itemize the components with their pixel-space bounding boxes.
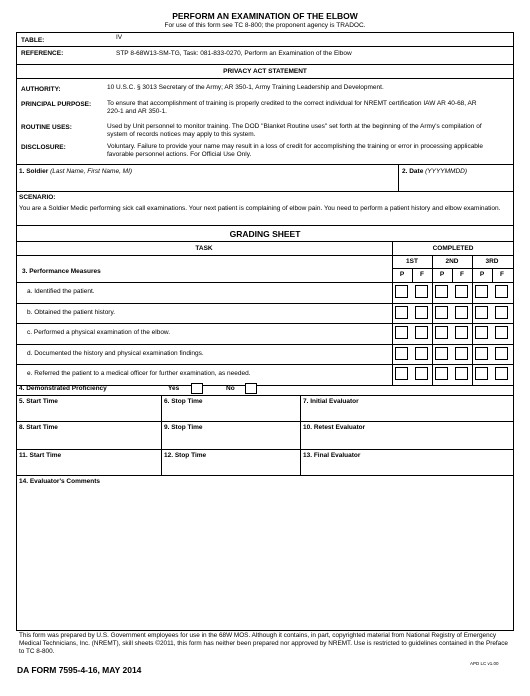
form-subtitle: For use of this form see TC 8-800; the proponent agency is TRADOC. (164, 22, 366, 29)
pass-checkbox[interactable] (475, 347, 488, 360)
routine-uses-text: Used by Unit personnel to monitor training. The DOD "Blanket Routine uses" set forth at the beginning of the Army's compilation of system of records notices may apply to this system. (107, 123, 482, 139)
start-time-input[interactable] (19, 433, 158, 444)
attempt-header: 2ND (445, 258, 459, 265)
start-time-label: 11. Start Time (19, 452, 62, 459)
fail-checkbox[interactable] (415, 326, 428, 339)
principal-purpose-label: PRINCIPAL PURPOSE: (21, 101, 92, 108)
pass-checkbox[interactable] (475, 367, 488, 380)
fail-checkbox[interactable] (415, 306, 428, 319)
stop-time-input[interactable] (164, 461, 297, 472)
pass-checkbox[interactable] (435, 285, 448, 298)
proficiency-no-label: No (226, 385, 235, 392)
pass-checkbox[interactable] (395, 285, 408, 298)
evaluator-label: 7. Initial Evaluator (303, 398, 359, 405)
start-time-input[interactable] (19, 407, 158, 418)
grading-sheet-heading: GRADING SHEET (229, 229, 301, 239)
proficiency-no-checkbox[interactable] (245, 383, 257, 394)
fail-checkbox[interactable] (415, 285, 428, 298)
comments-label: 14. Evaluator's Comments (19, 478, 101, 485)
start-time-input[interactable] (19, 461, 158, 472)
pass-checkbox[interactable] (475, 326, 488, 339)
stop-time-label: 9. Stop Time (164, 424, 203, 431)
comments-input[interactable] (19, 488, 509, 626)
fail-checkbox[interactable] (495, 347, 508, 360)
reference-value: STP 8-68W13-SM-TG, Task: 081-833-0270, Perform an Examination of the Elbow (116, 50, 352, 57)
pass-checkbox[interactable] (435, 367, 448, 380)
disclosure-text: Voluntary. Failure to provide your name may result in a loss of credit for accomplishing the training or error in processing applicable favorable personnel actions. For Official Use Only. (107, 143, 483, 159)
fail-checkbox[interactable] (415, 367, 428, 380)
proficiency-label: 4. Demonstrated Proficiency (19, 385, 107, 392)
pass-column-header: P (399, 271, 405, 278)
form-id: DA FORM 7595-4-16, MAY 2014 (17, 665, 142, 675)
fail-checkbox[interactable] (455, 326, 468, 339)
performance-measures-label: 3. Performance Measures (22, 268, 101, 275)
fail-column-header: F (420, 271, 424, 278)
fail-checkbox[interactable] (455, 285, 468, 298)
stop-time-input[interactable] (164, 407, 297, 418)
footer-notice: This form was prepared by U.S. Government employees for use in the 68W MOS. Although it contains, in part, copyrighted material from National Registry of Emergency Medical Technicians, Inc. (NREMT), skill sheets ©2011, this form has neither been prepared nor approved by NREMT. Use is restricted to guidelines contained in the Preface to TC 8-800. (19, 632, 508, 655)
table-label: TABLE: (21, 37, 45, 44)
completed-header: COMPLETED (432, 245, 474, 252)
date-input[interactable] (402, 177, 510, 189)
stop-time-label: 12. Stop Time (164, 452, 207, 459)
performance-measure: b. Obtained the patient history. (27, 308, 116, 316)
evaluator-input[interactable] (303, 461, 511, 472)
fail-checkbox[interactable] (495, 306, 508, 319)
fail-checkbox[interactable] (455, 347, 468, 360)
pass-checkbox[interactable] (395, 347, 408, 360)
privacy-heading: PRIVACY ACT STATEMENT (223, 68, 307, 75)
authority-label: AUTHORITY: (21, 86, 61, 93)
fail-column-header: F (500, 271, 504, 278)
attempt-header: 1ST (406, 258, 418, 265)
pass-checkbox[interactable] (395, 367, 408, 380)
authority-text: 10 U.S.C. § 3013 Secretary of the Army; AR 350-1, Army Training Leadership and Development. (107, 84, 384, 91)
form-title: PERFORM AN EXAMINATION OF THE ELBOW (172, 11, 358, 21)
pass-column-header: P (479, 271, 485, 278)
table-value: IV (116, 34, 123, 41)
task-header: TASK (195, 245, 213, 252)
soldier-label: 1. Soldier (Last Name, First Name, MI) (19, 168, 133, 175)
pass-checkbox[interactable] (435, 347, 448, 360)
evaluator-input[interactable] (303, 433, 511, 444)
principal-purpose-text: To ensure that accomplishment of training is properly credited to the correct individual for NREMT certification IAW AR 40-68, AR 220-1 and AR 350-1. (107, 100, 477, 116)
evaluator-label: 10. Retest Evaluator (303, 424, 366, 431)
performance-measure: e. Referred the patient to a medical officer for further examination, as needed. (27, 370, 251, 378)
stop-time-input[interactable] (164, 433, 297, 444)
evaluator-input[interactable] (303, 407, 511, 418)
pass-checkbox[interactable] (475, 285, 488, 298)
fail-checkbox[interactable] (495, 285, 508, 298)
reference-label: REFERENCE: (21, 50, 64, 57)
fail-checkbox[interactable] (495, 367, 508, 380)
proficiency-yes-label: Yes (168, 385, 180, 392)
pass-checkbox[interactable] (435, 326, 448, 339)
soldier-name-input[interactable] (19, 177, 395, 189)
pass-checkbox[interactable] (395, 326, 408, 339)
date-label: 2. Date (YYYYMMDD) (402, 168, 468, 175)
fail-checkbox[interactable] (495, 326, 508, 339)
fail-checkbox[interactable] (415, 347, 428, 360)
routine-uses-label: ROUTINE USES: (21, 124, 72, 131)
performance-measure: d. Documented the history and physical examination findings. (27, 349, 204, 357)
performance-measure: a. Identified the patient. (27, 288, 95, 295)
fail-column-header: F (460, 271, 464, 278)
scenario-label: SCENARIO: (19, 194, 56, 201)
pass-checkbox[interactable] (435, 306, 448, 319)
stop-time-label: 6. Stop Time (164, 398, 203, 405)
fail-checkbox[interactable] (455, 306, 468, 319)
performance-measure: c. Performed a physical examination of the elbow. (27, 329, 171, 337)
pass-checkbox[interactable] (475, 306, 488, 319)
pass-column-header: P (439, 271, 445, 278)
fail-checkbox[interactable] (455, 367, 468, 380)
scenario-text: You are a Soldier Medic performing sick call examinations. Your next patient is complaining of elbow pain. You need to perform a patient history and elbow examination. (19, 205, 501, 212)
version-label: APD LC v1.00 (470, 661, 499, 666)
proficiency-yes-checkbox[interactable] (191, 383, 203, 394)
start-time-label: 8. Start Time (19, 424, 58, 431)
start-time-label: 5. Start Time (19, 398, 58, 405)
disclosure-label: DISCLOSURE: (21, 144, 66, 151)
attempt-header: 3RD (485, 258, 499, 265)
pass-checkbox[interactable] (395, 306, 408, 319)
evaluator-label: 13. Final Evaluator (303, 452, 361, 459)
